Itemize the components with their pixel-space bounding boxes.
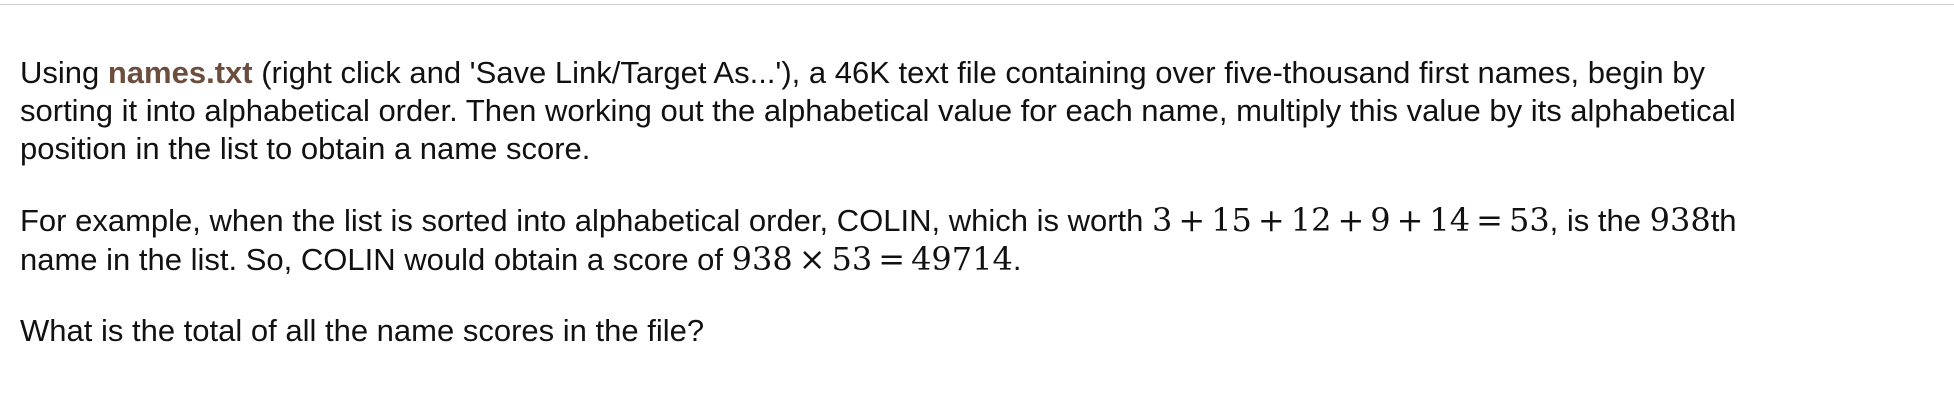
math-term: 15	[1211, 201, 1252, 239]
colin-rank: 938	[1649, 201, 1711, 239]
example-text-b: , is the	[1549, 203, 1650, 238]
names-file-link[interactable]: names.txt	[107, 55, 253, 90]
problem-content	[20, 54, 1930, 383]
colin-score-equation	[732, 240, 1013, 278]
math-times: ×	[798, 240, 826, 278]
math-plus: +	[1178, 201, 1206, 239]
math-term: 14	[1429, 201, 1471, 239]
math-term: 53	[831, 240, 873, 278]
rank-suffix: th	[1710, 203, 1737, 238]
top-divider	[0, 4, 1954, 5]
intro-line-1	[20, 54, 1930, 92]
math-result: 49714	[911, 240, 1013, 278]
example-period: .	[1012, 242, 1022, 277]
intro-line-3: position in the list to obtain a name score.	[20, 131, 591, 166]
intro-text-end: (right click and 'Save Link/Target As...'), a 46K text file containing over five-thousand first names, begin by	[252, 55, 1705, 90]
example-line-1	[20, 201, 1930, 240]
math-term: 12	[1290, 201, 1332, 239]
problem-paragraph-example	[20, 201, 1930, 279]
math-plus: +	[1396, 201, 1424, 239]
math-equals: =	[1476, 201, 1503, 239]
math-plus: +	[1257, 201, 1285, 239]
math-term: 938	[731, 240, 793, 278]
example-line-2	[20, 240, 1930, 279]
colin-value-equation	[1152, 201, 1550, 239]
problem-question: What is the total of all the name scores in the file?	[20, 313, 705, 348]
math-term: 3	[1152, 201, 1173, 239]
example-text-a: For example, when the list is sorted into alphabetical order, COLIN, which is worth	[20, 203, 1153, 238]
math-equals: =	[878, 240, 906, 278]
math-result: 53	[1508, 201, 1550, 239]
intro-text-start: Using	[20, 55, 108, 90]
problem-paragraph-intro	[20, 54, 1930, 168]
example-text-c: name in the list. So, COLIN would obtain a score of	[20, 242, 732, 277]
intro-line-2: sorting it into alphabetical order. Then working out the alphabetical value for each name, multiply this value by its alphabetical	[20, 93, 1736, 128]
math-term: 9	[1370, 201, 1391, 239]
math-plus: +	[1337, 201, 1365, 239]
